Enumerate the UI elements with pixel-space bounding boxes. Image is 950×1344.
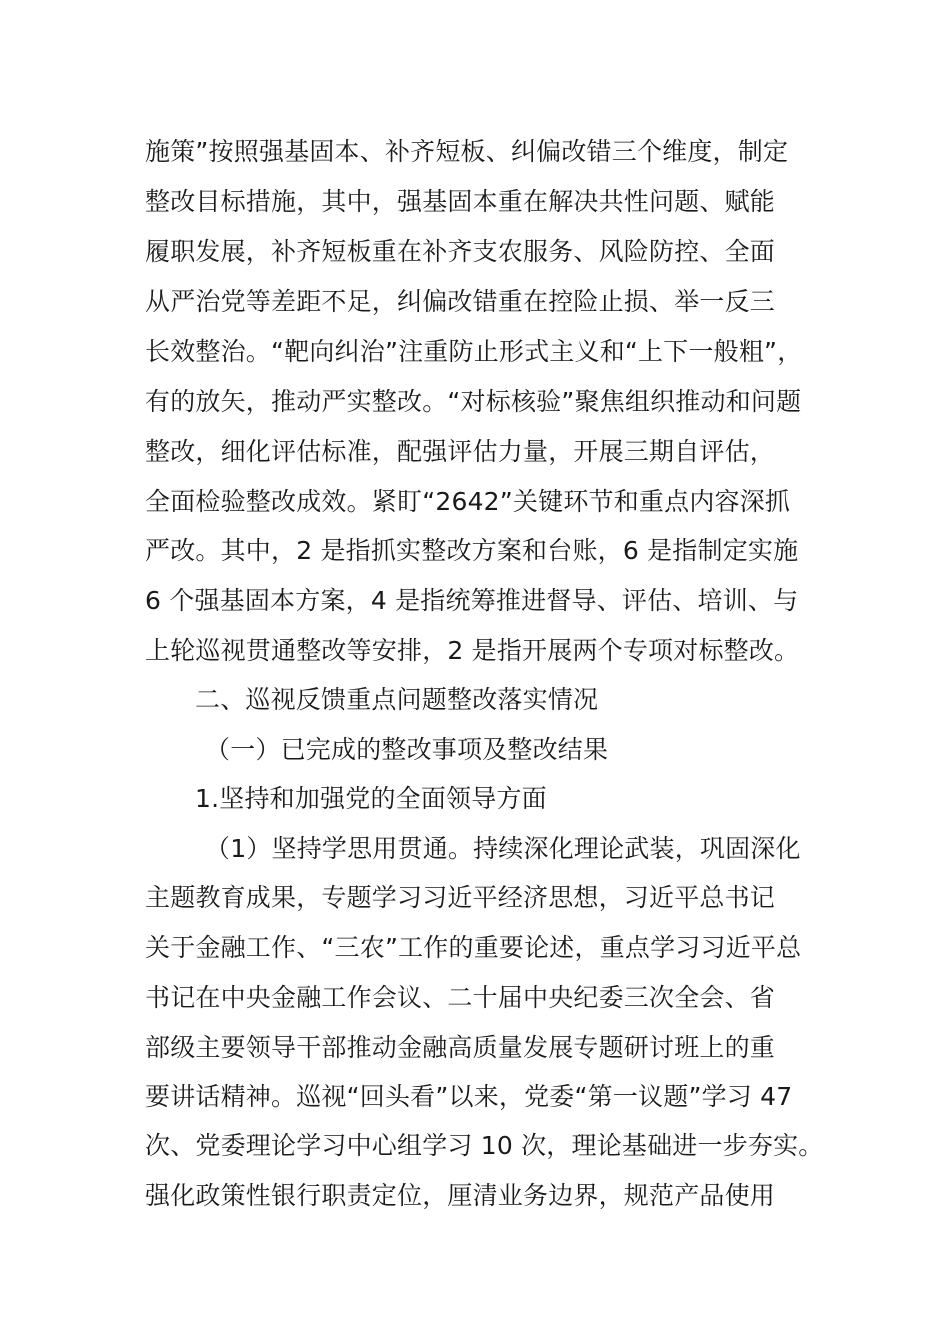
body-text-line: 次、党委理论学习中心组学习 10 次，理论基础进一步夯实。 — [145, 1131, 824, 1160]
body-text-line: 长效整治。“靶向纠治”注重防止形式主义和“上下一般粗”， — [145, 337, 803, 366]
body-text-line: 整改，细化评估标准，配强评估力量，开展三期自评估， — [145, 437, 776, 466]
body-text-line: 主题教育成果，专题学习习近平经济思想，习近平总书记 — [145, 883, 776, 912]
body-text-line: 全面检验整改成效。紧盯“2642”关键环节和重点内容深抓 — [145, 487, 791, 516]
body-text-line: 关于金融工作、“三农”工作的重要论述，重点学习习近平总 — [145, 933, 802, 962]
body-text-line: 部级主要领导干部推动金融高质量发展专题研讨班上的重 — [145, 1033, 776, 1062]
body-text-line: 履职发展，补齐短板重在补齐支农服务、风险防控、全面 — [145, 237, 776, 266]
subsection-heading: （一）已完成的整改事项及整改结果 — [205, 735, 609, 764]
body-text-line: 严改。其中，2 是指抓实整改方案和台账，6 是指制定实施 — [145, 536, 799, 565]
body-text-line: 从严治党等差距不足，纠偏改错重在控险止损、举一反三 — [145, 287, 776, 316]
body-text-line: 6 个强基固本方案，4 是指统筹推进督导、评估、培训、与 — [145, 586, 799, 615]
body-text-line: 有的放矢，推动严实整改。“对标核验”聚焦组织推动和问题 — [145, 387, 802, 416]
body-text-line: 书记在中央金融工作会议、二十届中央纪委三次全会、省 — [145, 983, 776, 1012]
body-text-line: 整改目标措施，其中，强基固本重在解决共性问题、赋能 — [145, 187, 776, 216]
section-heading: 二、巡视反馈重点问题整改落实情况 — [195, 685, 599, 714]
item-heading: 1.坚持和加强党的全面领导方面 — [195, 784, 547, 813]
body-text-line: 强化政策性银行职责定位，厘清业务边界，规范产品使用 — [145, 1181, 776, 1210]
body-text-line: （1）坚持学思用贯通。持续深化理论武装，巩固深化 — [205, 834, 801, 863]
body-text-line: 上轮巡视贯通整改等安排，2 是指开展两个专项对标整改。 — [145, 636, 800, 665]
body-text-line: 施策”按照强基固本、补齐短板、纠偏改错三个维度，制定 — [145, 137, 789, 166]
body-text-line: 要讲话精神。巡视“回头看”以来，党委“第一议题”学习 47 — [145, 1082, 793, 1111]
